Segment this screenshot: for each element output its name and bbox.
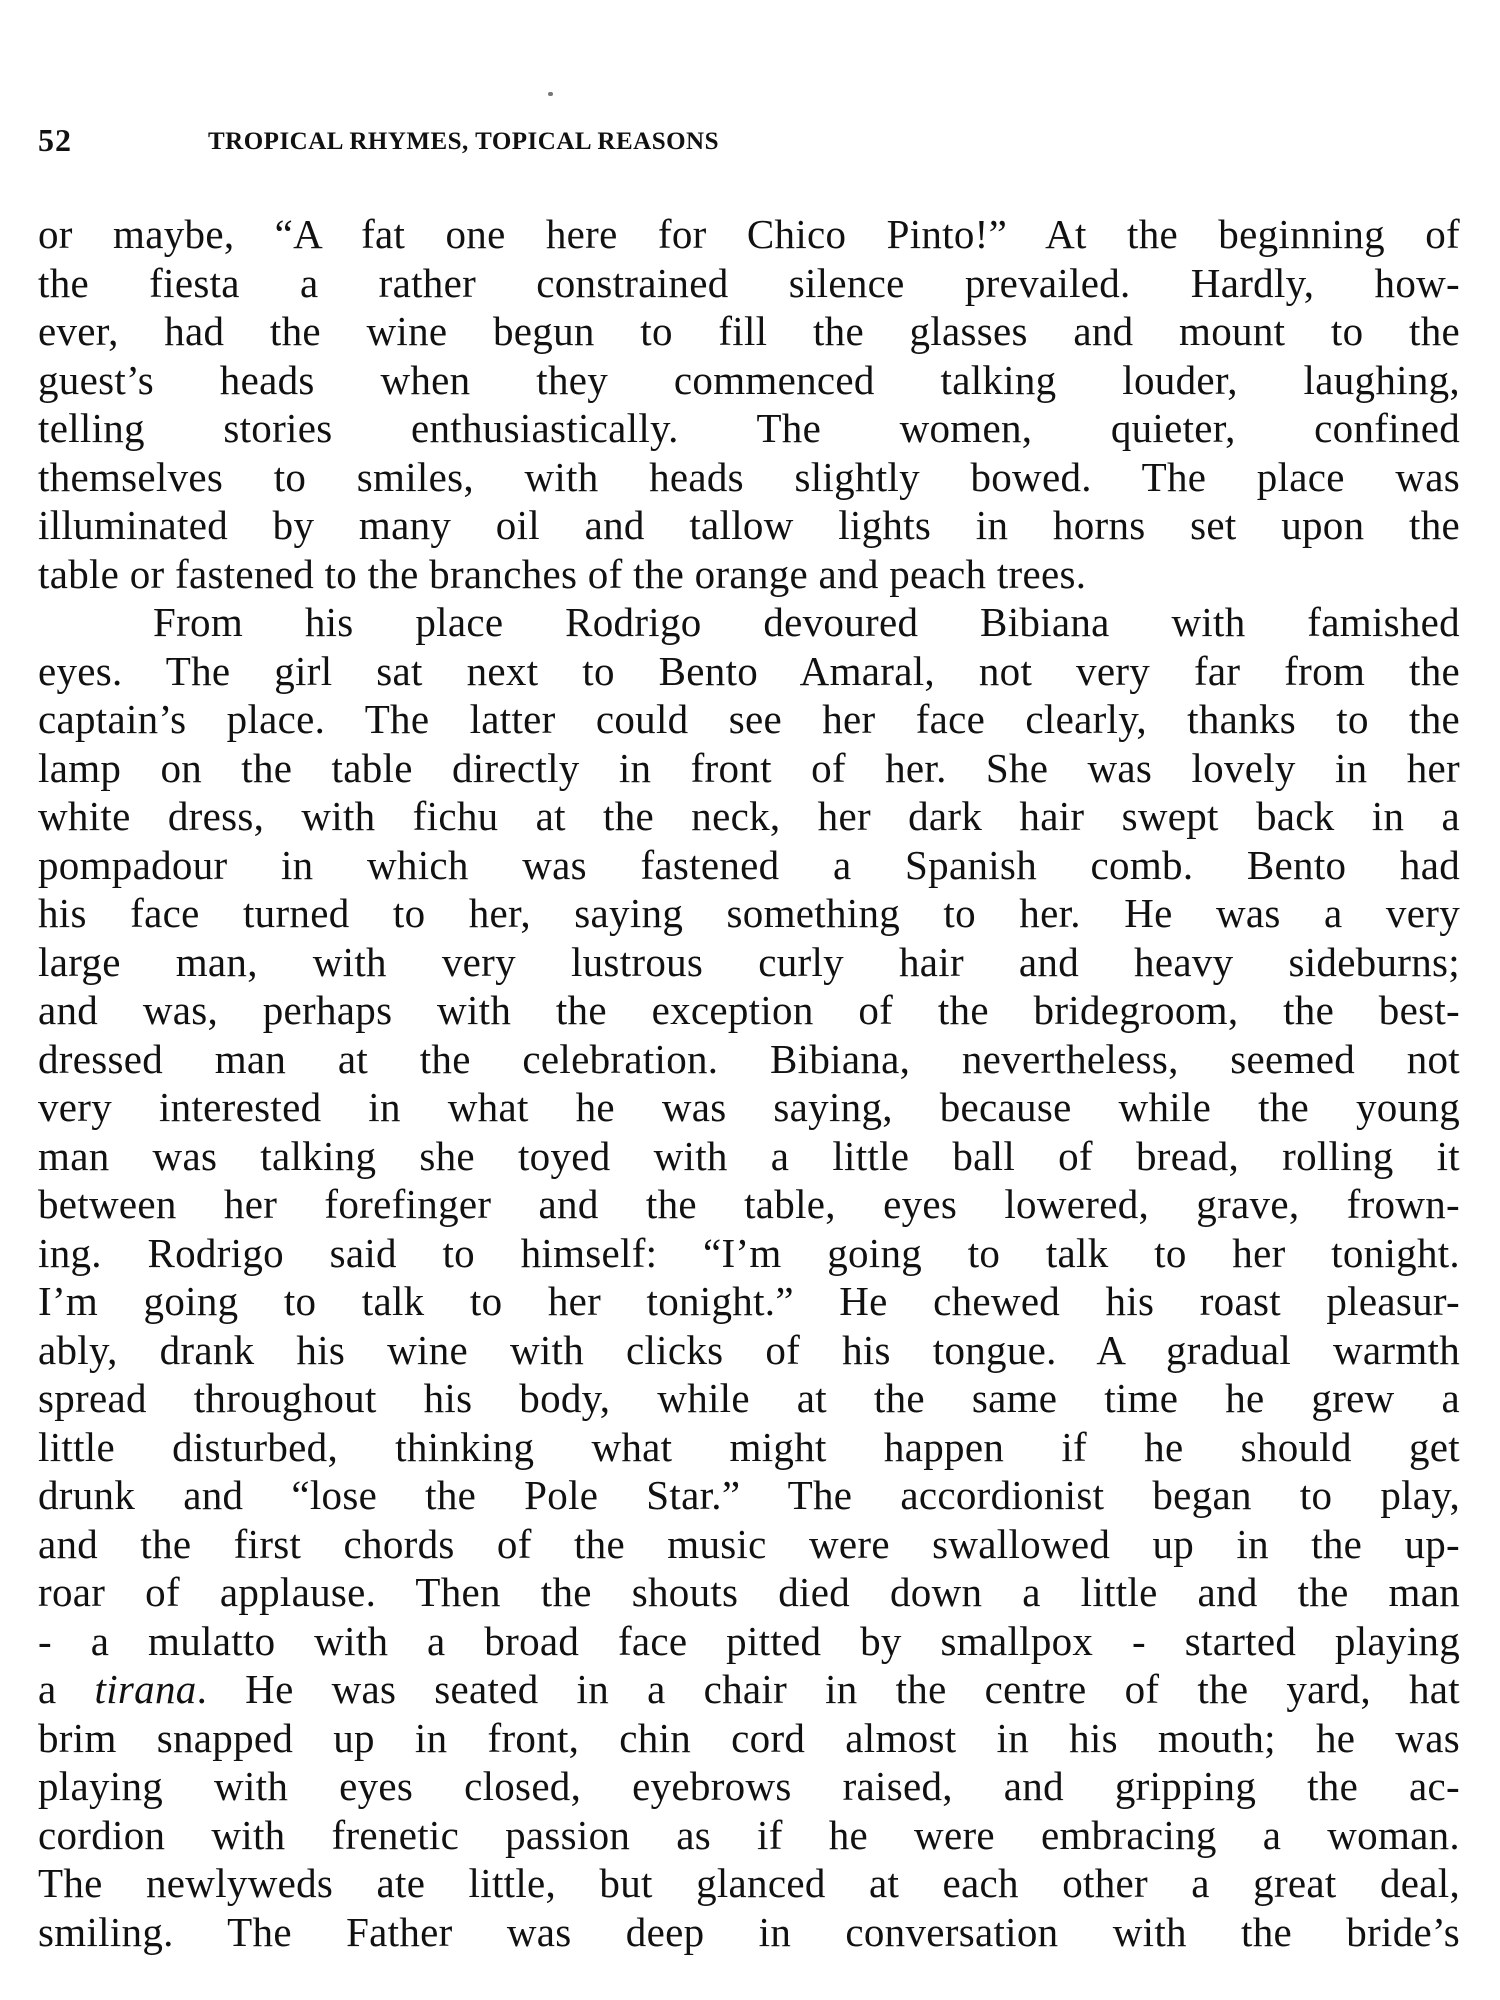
text-line: man was talking she toyed with a little ball of bread, rolling it bbox=[38, 1132, 1460, 1179]
body-text bbox=[38, 210, 1460, 1956]
text-line: large man, with very lustrous curly hair and heavy sideburns; bbox=[38, 938, 1460, 985]
text-line: captain’s place. The latter could see her face clearly, thanks to the bbox=[38, 696, 1460, 742]
text-line: drunk and “lose the Pole Star.” The accordionist began to play, bbox=[38, 1472, 1460, 1518]
text-line: spread throughout his body, while at the same time he grew a bbox=[38, 1375, 1460, 1421]
text-line: the fiesta a rather constrained silence prevailed. Hardly, how- bbox=[38, 259, 1460, 306]
scan-speck bbox=[548, 92, 553, 96]
text-line-with-italic bbox=[38, 1665, 1460, 1714]
text-line: pompadour in which was fastened a Spanish comb. Bento had bbox=[38, 841, 1460, 888]
text-line: cordion with frenetic passion as if he were embracing a woman. bbox=[38, 1811, 1460, 1858]
text-line: white dress, with fichu at the neck, her dark hair swept back in a bbox=[38, 793, 1460, 839]
text-line: table or fastened to the branches of the orange and peach trees. bbox=[38, 550, 1087, 597]
text-line-content: From his place Rodrigo devoured Bibiana with famished bbox=[153, 599, 1460, 645]
text-line: illuminated by many oil and tallow lights in horns set upon the bbox=[38, 502, 1460, 548]
text-line: themselves to smiles, with heads slightly bowed. The place was bbox=[38, 453, 1460, 500]
text-line: guest’s heads when they commenced talking louder, laughing, bbox=[38, 356, 1460, 403]
text-line: or maybe, “A fat one here for Chico Pinto!” At the beginning of bbox=[38, 211, 1460, 257]
paragraph-1 bbox=[38, 210, 1460, 598]
text-line: dressed man at the celebration. Bibiana, nevertheless, seemed not bbox=[38, 1035, 1460, 1082]
text-line: smiling. The Father was deep in conversation with the bride’s bbox=[38, 1908, 1460, 1955]
text-line: ably, drank his wine with clicks of his tongue. A gradual warmth bbox=[38, 1326, 1460, 1373]
text-line: - a mulatto with a broad face pitted by smallpox - started playing bbox=[38, 1617, 1460, 1664]
text-line: brim snapped up in front, chin cord almost in his mouth; he was bbox=[38, 1714, 1460, 1761]
text-line: ing. Rodrigo said to himself: “I’m going to talk to her tonight. bbox=[38, 1229, 1460, 1276]
running-head: TROPICAL RHYMES, TOPICAL REASONS bbox=[208, 128, 720, 155]
paragraph-2 bbox=[38, 598, 1460, 1956]
text-line-indented bbox=[38, 598, 1460, 647]
text-line: roar of applause. Then the shouts died down a little and the man bbox=[38, 1569, 1460, 1615]
text-line: lamp on the table directly in front of her. She was lovely in her bbox=[38, 744, 1460, 791]
text-line: and the first chords of the music were swallowed up in the up- bbox=[38, 1520, 1460, 1567]
text-line: his face turned to her, saying something to her. He was a very bbox=[38, 890, 1460, 936]
text-line: I’m going to talk to her tonight.” He chewed his roast pleasur- bbox=[38, 1278, 1460, 1324]
line-prefix: a bbox=[38, 1666, 95, 1712]
text-line: playing with eyes closed, eyebrows raised, and gripping the ac- bbox=[38, 1763, 1460, 1809]
text-line: eyes. The girl sat next to Bento Amaral, not very far from the bbox=[38, 647, 1460, 694]
page-header bbox=[38, 122, 1458, 168]
text-line: The newlyweds ate little, but glanced at each other a great deal, bbox=[38, 1860, 1460, 1906]
text-line: telling stories enthusiastically. The women, quieter, confined bbox=[38, 405, 1460, 451]
italic-word: tirana bbox=[94, 1666, 197, 1712]
line-suffix: . He was seated in a chair in the centre of the yard, hat bbox=[196, 1666, 1460, 1712]
text-line: between her forefinger and the table, eyes lowered, grave, frown- bbox=[38, 1181, 1460, 1227]
text-line: little disturbed, thinking what might happen if he should get bbox=[38, 1423, 1460, 1470]
text-line: and was, perhaps with the exception of the bridegroom, the best- bbox=[38, 987, 1460, 1033]
text-line: very interested in what he was saying, because while the young bbox=[38, 1084, 1460, 1130]
text-line: ever, had the wine begun to fill the glasses and mount to the bbox=[38, 308, 1460, 354]
page-number: 52 bbox=[38, 122, 72, 158]
